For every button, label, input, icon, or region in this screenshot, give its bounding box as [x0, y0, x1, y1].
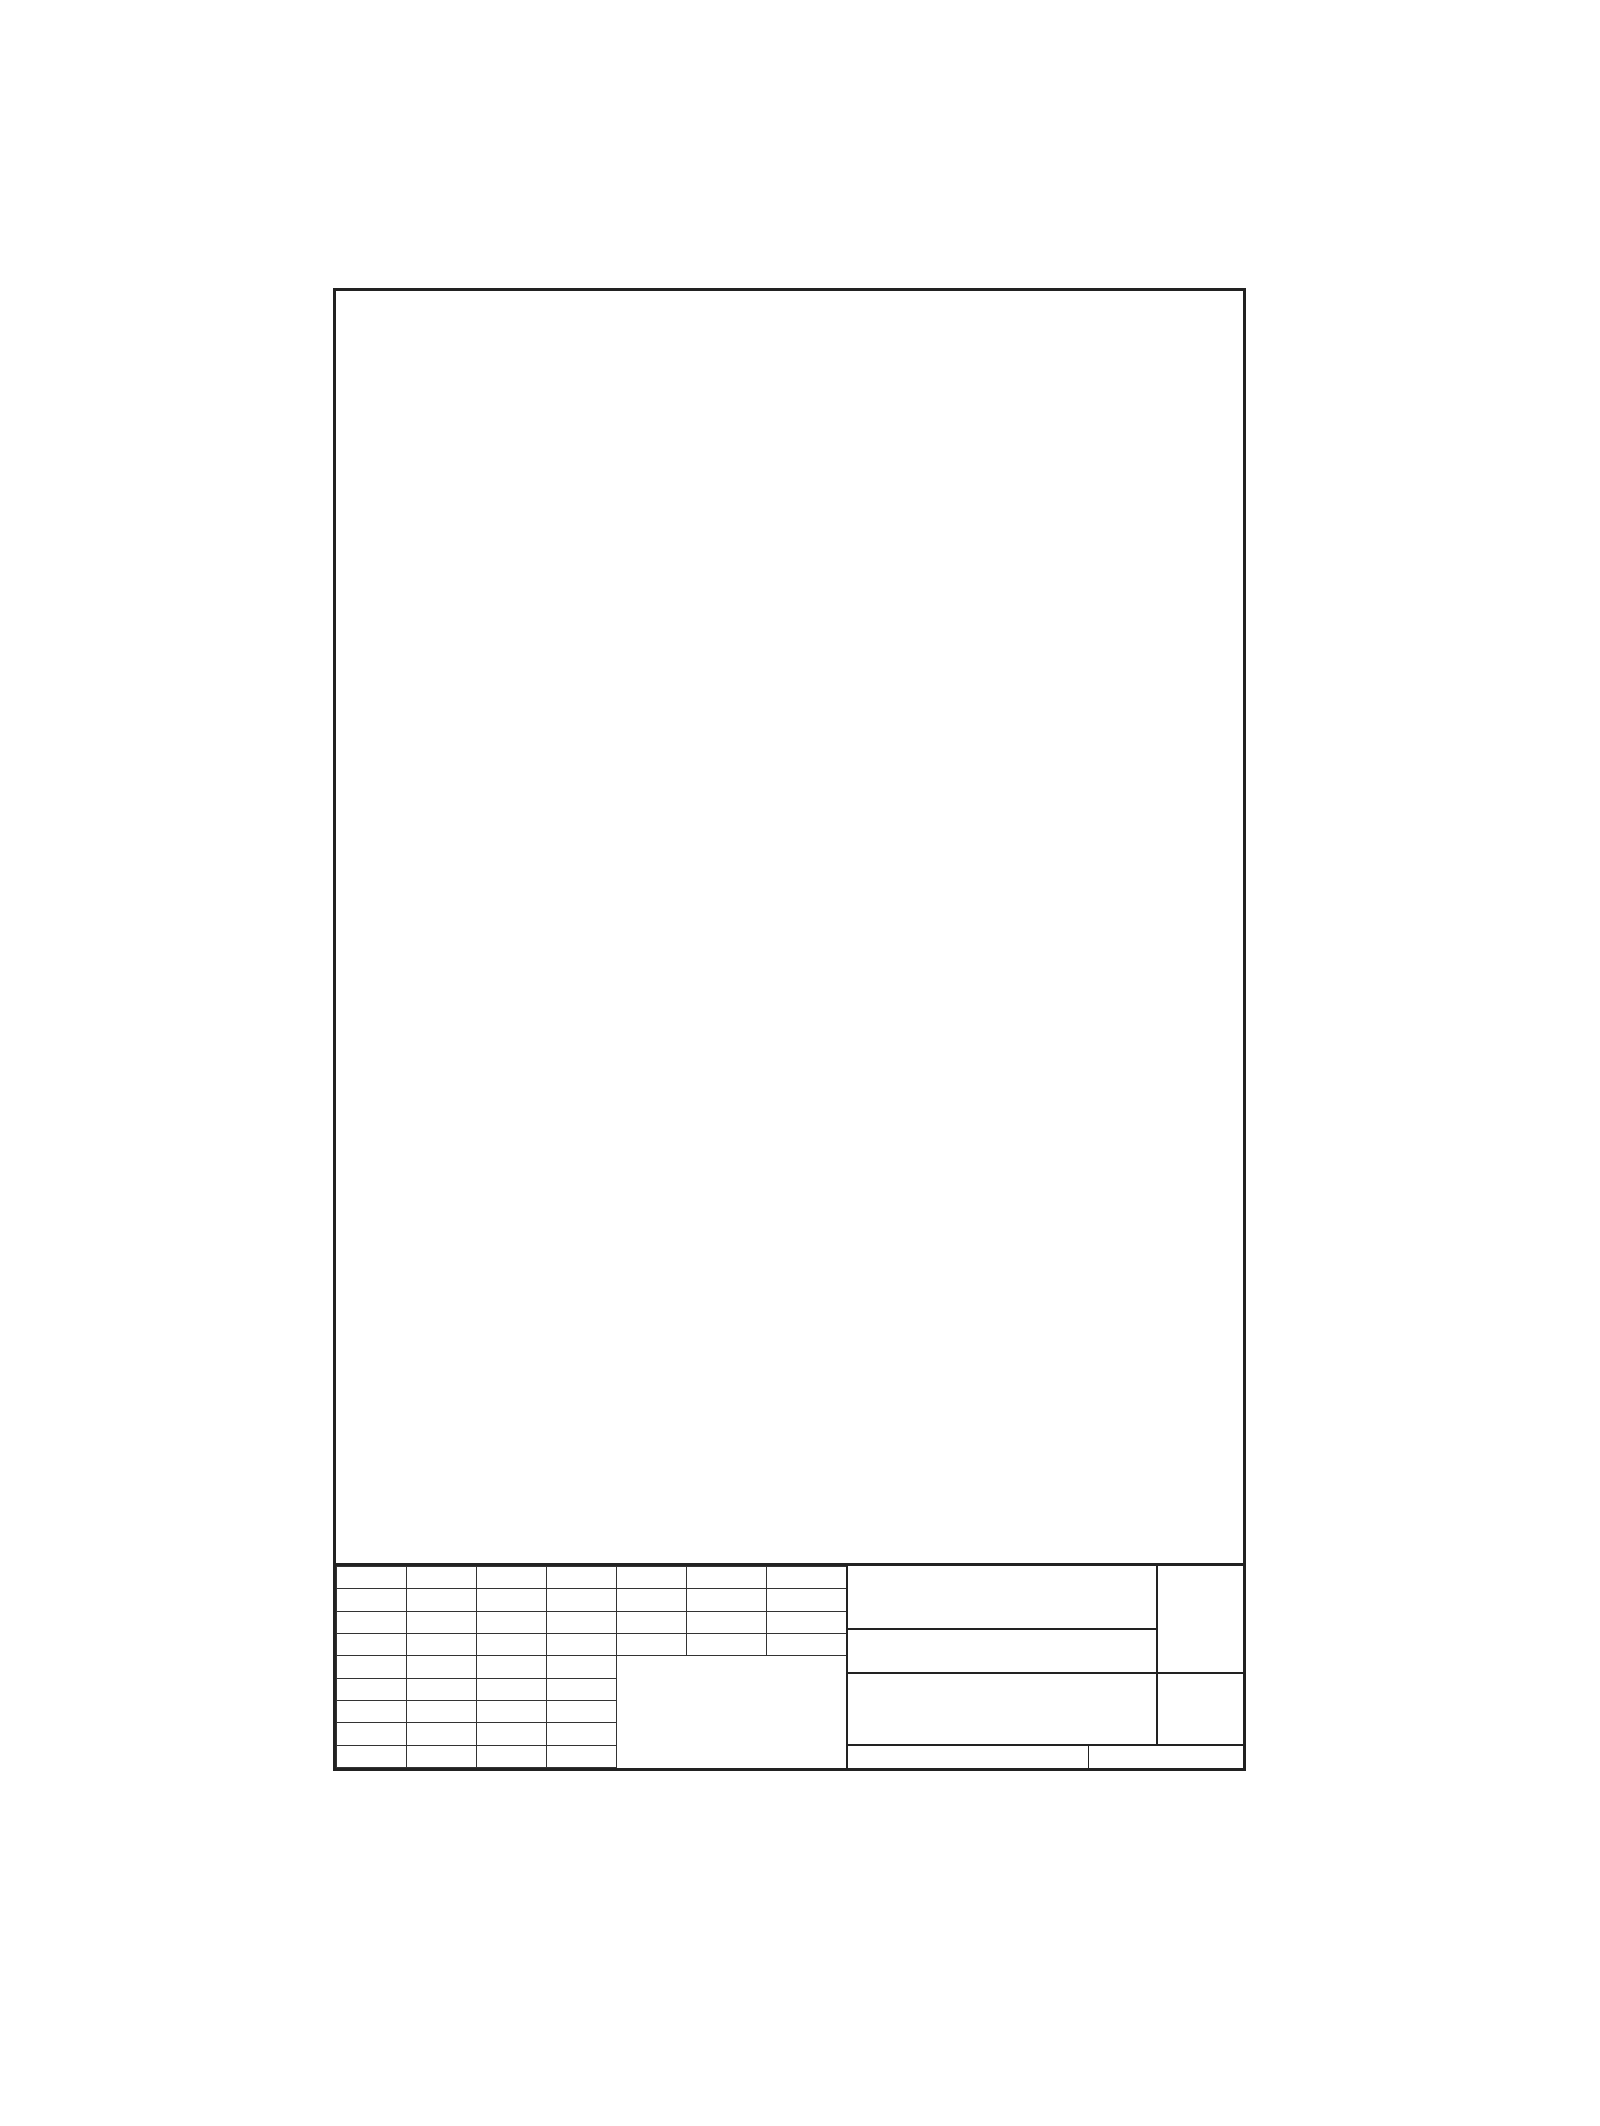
- rev-name: [547, 1723, 617, 1745]
- supersedes-cell: [848, 1746, 1088, 1768]
- scale-cell: [1158, 1566, 1243, 1674]
- title-area: [846, 1566, 1243, 1768]
- col-name-header: [767, 1567, 847, 1589]
- rev-column-label: [337, 1745, 407, 1767]
- rev-number: [337, 1656, 407, 1678]
- product-cell: [848, 1630, 1158, 1674]
- rev-date: [477, 1723, 547, 1745]
- rev-name: [547, 1633, 617, 1655]
- part-class-cell: [1088, 1746, 1243, 1768]
- approved-label: [617, 1611, 687, 1633]
- rev-date: [477, 1700, 547, 1722]
- title-block: [336, 1563, 1243, 1768]
- std-label: [617, 1633, 687, 1655]
- date-column-label: [477, 1745, 547, 1767]
- revision-grid: [336, 1566, 846, 1768]
- drawing-notes: [344, 293, 1235, 1561]
- drawing-number-cell: [848, 1674, 1158, 1746]
- rev-name: [547, 1700, 617, 1722]
- change-column-label: [407, 1745, 477, 1767]
- col-date-header: [687, 1567, 767, 1589]
- rev-name: [547, 1678, 617, 1700]
- rev-date: [477, 1678, 547, 1700]
- drawn-label: [617, 1589, 687, 1611]
- rev-date: [477, 1656, 547, 1678]
- rev-date: [477, 1633, 547, 1655]
- rev-name: [547, 1656, 617, 1678]
- name-column-label: [547, 1745, 617, 1767]
- control-drawing-frame: [333, 288, 1246, 1771]
- drawn-date: [687, 1589, 767, 1611]
- approved-name: [767, 1611, 847, 1633]
- rev-number: [337, 1723, 407, 1745]
- approved-date: [687, 1611, 767, 1633]
- rev-number: [337, 1700, 407, 1722]
- rev-number: [337, 1633, 407, 1655]
- abb-logo: [693, 1672, 773, 1712]
- title-cell: [848, 1566, 1158, 1630]
- sheet-cell: [1158, 1674, 1243, 1746]
- drawn-name: [767, 1589, 847, 1611]
- rev-number: [337, 1678, 407, 1700]
